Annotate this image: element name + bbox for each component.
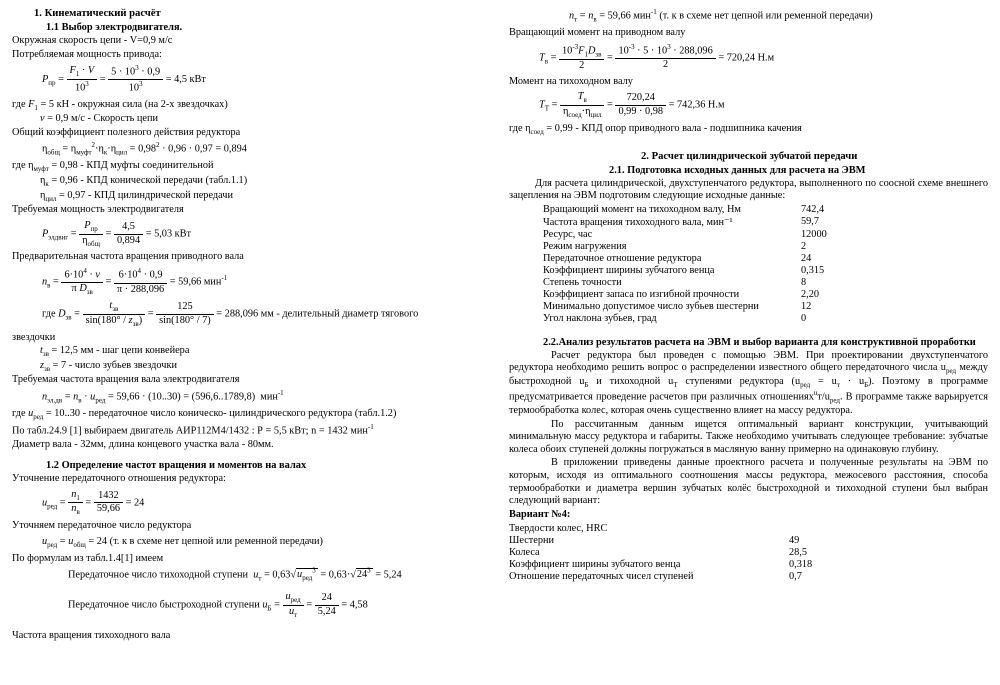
text-chain-pitch: $t_{зв} = 12,5$ мм - шаг цепи конвейера: [40, 345, 190, 359]
param-label: Коэффициент ширины зубчатого венца: [543, 265, 715, 277]
table-row: [543, 277, 891, 289]
eq10-lhs: T: [539, 99, 545, 111]
text-motor-selected: По табл.24.9 [1] выбираем двигатель АИР112М4/1432 : Р = 5,5 кВт; n = 1432 мин$^{-1}$: [12, 422, 374, 436]
equation-slow-stage-ratio: Передаточное число тихоходной ступени $u_т = 0,63√u_{ред}^3 = 0,63\cdot√24^3 = 5,24$: [68, 567, 402, 583]
eq-fast-frac1: $u_{ред}$ $u_т$: [283, 591, 304, 620]
text-eta-cyl: $\eta_{цил} = 0,97$ - КПД цилиндрической передачи: [40, 189, 233, 203]
param-value: 12: [801, 301, 812, 313]
text-efficiency-label: Общий коэффициент полезного действия редуктора: [12, 126, 241, 138]
paragraph-analysis-2: По рассчитанным данным ищется оптимальный вариант конструкции, учитывающий минимальную массу редуктора и габариты. Также необходимо учитывать следующее требование: зубчатые колеса обоих ступеней должны погружаться в масляную ванну примерно на одинаковую глубину.: [509, 418, 988, 455]
eq5-frac2: $\frac{125}{\sin(180^\circ / 7)}$: [156, 301, 214, 328]
eq9-frac2: $\frac{10^{-3} \cdot 5 \cdot 10^3 \cdot 288,096}{2}$: [615, 43, 715, 72]
text-teeth-count: $z_{зв} = 7$ - число зубьев звездочки: [40, 359, 177, 373]
equation-required-power: $P_{элдвиг}$ = $P_{пр}$ $\eta_{общ}$ = $\frac{4,5}{0,894}$ = 5,03 кВт: [42, 219, 192, 248]
table-row: [509, 558, 812, 570]
eq3-frac1: $P_{пр}$ $\eta_{общ}$: [79, 220, 103, 249]
variant-label: Колеса: [509, 546, 540, 558]
text-shaft-dims: Диаметр вала - 32мм, длина концевого участка вала - 80мм.: [12, 438, 274, 450]
text-speed-note: v = 0,9 м/с - Скорость цепи: [40, 113, 158, 125]
table-row: [543, 301, 891, 313]
table-row: [543, 216, 891, 229]
variant-value: [789, 522, 812, 534]
equation-ratio-equal: $u_{ред} = u_{общ} = 24$ (т. к в схеме нет цепной или ременной передачи): [42, 535, 323, 549]
variant-label: Отношение передаточных чисел ступеней: [509, 570, 694, 582]
text-ured-note: где $u_{ред} = 10..30$ - передаточное число коническо- цилиндрического редуктора (табл.1.2): [12, 407, 397, 422]
param-label: Минимально допустимое число зубьев шестерни: [543, 301, 759, 313]
variant-table: [509, 522, 812, 582]
equation-fast-stage-ratio: Передаточное число быстроходной ступени $u_Б$ = $u_{ред}$ $u_т$ = $\frac{24}{5,24}$ = 4,58: [68, 591, 368, 620]
text-force-note: где $F_1 = 5$ кН - окружная сила (на 2-х звездочках): [12, 98, 228, 112]
text-drive-torque-label: Вращающий момент на приводном валу: [509, 27, 686, 39]
equation-ratio-refine: $u_{ред}$ = $n_1$ $n_в$ = $\frac{1432}{59,66}$ = 24: [42, 488, 145, 517]
text-ratio-refined: Уточняем передаточное число редуктора: [12, 520, 192, 532]
equation-power-consumed: $P_{пр}$ = $\frac{F_1 \cdot V}{10^3}$ = $\frac{5 \cdot 10^3 \cdot 0,9}{10^3}$ = 4,5 кВт: [42, 64, 206, 94]
heading-prepare-data: 2.1. Подготовка исходных данных для расчета на ЭВМ: [609, 164, 866, 176]
eq-fast-frac2: $\frac{24}{5,24}$: [315, 592, 339, 619]
text-eta-coupling: где $\eta_{муфт} = 0,98$ - КПД муфты соединительной: [12, 160, 214, 174]
table-row: [543, 289, 891, 301]
equation-pitch-diameter: где $D_{зв}$ = $t_{зв}$ $\sin(180^\circ / z_{зв})$ = $\frac{125}{\sin(180^\circ / 7)}$ = 288,096 мм - делительный диаметр тягового: [42, 299, 419, 328]
text-eta-conical: $\eta_к = 0,96$ - КПД конической передачи (табл.1.1): [40, 175, 248, 189]
variant-value: 49: [789, 534, 800, 546]
param-label: Частота вращения тихоходного вала, мин⁻¹: [543, 217, 733, 229]
equation-required-rpm: $n_{эл.дв} = n_в \cdot u_{ред} = 59,66 \cdot (10..30) = (596,6..1789,8)$ мин$^{-1}$: [42, 388, 284, 405]
eq3-frac2: $\frac{4,5}{0,894}$: [114, 221, 143, 248]
table-row: [509, 522, 812, 534]
variant-value: 28,5: [789, 546, 808, 558]
text-sprocket-word: звездочки: [12, 331, 56, 343]
text-prelim-rpm-label: Предварительная частота вращения приводного вала: [12, 251, 244, 263]
heading-motor-choice: 1.1 Выбор электродвигателя.: [46, 22, 183, 33]
eq4-frac1: $6\cdot 10^4 \cdot v$ π $D_{зв}$: [61, 267, 103, 297]
param-value: 0: [801, 313, 807, 325]
text-required-power-label: Требуемая мощность электродвигателя: [12, 204, 184, 216]
table-row: [509, 534, 812, 546]
param-label: Коэффициент запаса по изгибной прочности: [543, 289, 740, 301]
heading-cyl-gear-calc: 2. Расчет цилиндрической зубчатой передачи: [641, 150, 858, 162]
table-row: [543, 241, 891, 253]
text-slow-torque-label: Момент на тихоходном валу: [509, 75, 633, 87]
eq7-lhs-sub: ред: [47, 502, 58, 511]
eq1-lhs-sub: пр: [48, 79, 56, 88]
table-row: [509, 570, 812, 582]
text-ratio-refine-label: Уточнение передаточного отношения редуктора:: [12, 473, 226, 485]
equation-prelim-rpm: $n_в$ = $6\cdot 10^4 \cdot v$ π $D_{зв}$ = $\frac{6\cdot 10^4 \cdot 0,9}{\pi \cdot 288,096}$ = 59,66 мин$^{-1}$: [42, 266, 228, 297]
table-row: [509, 546, 812, 558]
equation-slow-shaft-rpm: $n_т = n_в = 59,66$ мин$^{-1}$ (т. к в схеме нет цепной или ременной передачи): [569, 8, 873, 24]
table-row: [543, 265, 891, 277]
heading-rpm-moments: 1.2 Определение частот вращения и моментов на валах: [46, 460, 307, 472]
param-value: 59,7: [801, 216, 820, 228]
param-label: Передаточное отношение редуктора: [543, 253, 702, 265]
param-value: 12000: [801, 229, 827, 241]
table-row: [543, 313, 891, 325]
eq7-lhs: u: [42, 497, 48, 509]
text-chain-speed: Окружная скорость цепи - V=0,9 м/с: [12, 35, 173, 46]
equation-slow-torque: $T_Т$ = $T_в$ $\eta_{соед}\cdot\eta_{цил}$ = $\frac{720,24}{0,99 \cdot 0,98}$ = 742,36 Н.м: [539, 91, 725, 120]
param-label: Угол наклона зубьев, град: [543, 313, 657, 325]
text-required-rpm-label: Требуемая частота вращения вала электродвигателя: [12, 374, 240, 386]
variant-title: Вариант №4:: [509, 508, 571, 520]
eq1-frac1: $\frac{F_1 \cdot V}{10^3}$: [67, 65, 98, 95]
param-value: 742,4: [801, 204, 825, 216]
param-value: 0,315: [801, 265, 825, 277]
right-column: [505, 6, 992, 685]
table-row: [543, 204, 891, 216]
variant-value: 0,7: [789, 570, 802, 582]
text-eta-bearing: где $\eta_{соед} = 0,99$ - КПД опор приводного вала - подшипника качения: [509, 122, 802, 136]
eq5-frac1: $t_{зв}$ $\sin(180^\circ / z_{зв})$: [83, 300, 146, 329]
eq3-result: = 5,03 кВт: [145, 228, 192, 240]
eq4-frac2: $\frac{6\cdot 10^4 \cdot 0,9}{\pi \cdot 288,096}$: [114, 267, 167, 296]
eq9-lhs: T: [539, 52, 545, 64]
left-column: [8, 6, 495, 685]
equation-drive-torque: $T_в$ = $10^{-3}F_1D_{зв}$ 2 = $\frac{10^{-3} \cdot 5 \cdot 10^3 \cdot 288,096}{2}$ = 720,24 Н.м: [539, 42, 775, 71]
text-power-consumed-label: Потребляемая мощность привода:: [12, 48, 162, 60]
param-label: Ресурс, час: [543, 229, 593, 241]
variant-label: Коэффициент ширины зубчатого венца: [509, 558, 681, 570]
variant-value: 0,318: [789, 558, 813, 570]
eq3-lhs: P: [42, 228, 49, 240]
heading-analysis: 2.2.Анализ результатов расчета на ЭВМ и выбор варианта для конструктивной проработки: [543, 336, 976, 348]
paragraph-analysis-1: Расчет редуктора был проведен с помощью ЭВМ. При проектировании двухступенчатого редуктора необходимо решить вопрос о распределении известного общего передаточного числа $u_{ред}$ между быстроходной $u_Б$ и тихоходной $u_Т$ ступенями редуктора $(u_{ред} = u_т \cdot u_Б)$. Поэтому в программе предусматривается проведение расчетов при различных $отношениях^uт/u_{ред}$. В программе также варьируется термообработка колес, которая очень существенно влияет на массу редуктора.: [509, 349, 988, 417]
param-value: 2: [801, 241, 807, 253]
text-prepare-data-body: Для расчета цилиндрической, двухступенчатого редуктора, выполненного по соосной схеме внешнего зацепления на ЭВМ подготовим следующие исходные данные:: [509, 177, 988, 202]
eq10-frac2: $\frac{720,24}{0,99 \cdot 0,98}$: [615, 92, 666, 119]
heading-kinematic-calc: 1. Кинематический расчёт: [34, 8, 161, 19]
eq3-lhs-sub: элдвиг: [48, 233, 69, 242]
param-label: Степень точности: [543, 277, 622, 289]
variant-label: Твердости колес, HRC: [509, 522, 608, 534]
eq1-result: = 4,5 кВт: [165, 74, 206, 86]
eq1-lhs: P: [42, 74, 49, 86]
table-row: [543, 253, 891, 265]
eq7-result: = 24: [125, 497, 145, 509]
eq7-frac1: $n_1$ $n_в$: [68, 489, 83, 518]
eq10-frac1: $T_в$ $\eta_{соед}\cdot\eta_{цил}$: [560, 91, 605, 120]
param-label: Вращающий момент на тихоходном валу, Нм: [543, 204, 741, 216]
param-value: 24: [801, 253, 812, 265]
text-formula-source: По формулам из табл.1.4[1] имеем: [12, 552, 164, 564]
eq9-frac1: $10^{-3}F_1D_{зв}$ 2: [559, 43, 604, 73]
equation-efficiency: $\eta_{общ} = \eta_{муфт}^2\cdot\eta_к\cdot\eta_{цил} = 0,98^2 \cdot 0,96 \cdot 0,97 = 0,894$: [42, 141, 247, 157]
param-value: 2,20: [801, 289, 820, 301]
paragraph-analysis-3: В приложении приведены данные проектного расчета и полученные результаты на ЭВМ по которым, исходя из оптимального соотношения массы редуктора, межосевого расстояния, способа термообработки и диаметра вершин зубчатых колёс быстроходной и тихоходной ступени был выбран следующий вариант:: [509, 457, 988, 507]
eq5-result: = 288,096 мм - делительный диаметр тягового: [216, 308, 419, 320]
eq10-result: = 742,36 Н.м: [668, 99, 725, 111]
param-value: 8: [801, 277, 807, 289]
text-slow-shaft-rpm-label: Частота вращения тихоходного вала: [12, 629, 171, 641]
eq7-frac2: $\frac{1432}{59,66}$: [94, 490, 123, 517]
variant-label: Шестерни: [509, 534, 555, 546]
eq9-result: = 720,24 Н.м: [718, 52, 775, 64]
table-row: [543, 229, 891, 241]
initial-data-table: [543, 204, 891, 325]
param-label: Режим нагружения: [543, 241, 627, 253]
eq1-frac2: $\frac{5 \cdot 10^3 \cdot 0,9}{10^3}$: [108, 64, 163, 96]
